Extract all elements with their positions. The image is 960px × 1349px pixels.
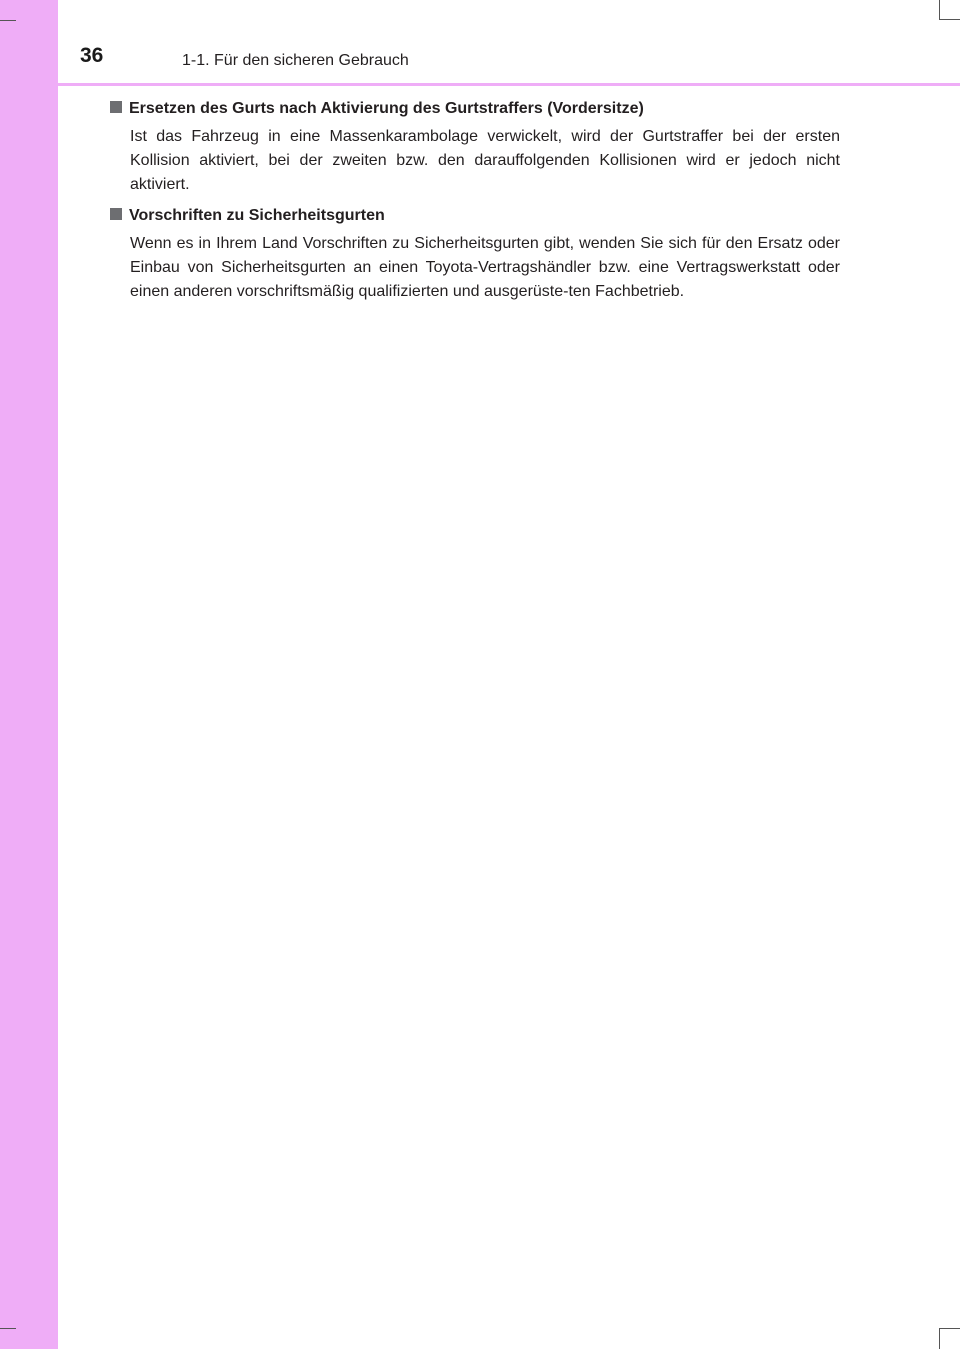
page-number: 36 <box>80 44 104 67</box>
section-heading <box>110 204 840 228</box>
square-bullet-icon <box>110 101 122 113</box>
square-bullet-icon <box>110 208 122 220</box>
section-heading <box>110 97 840 121</box>
header-rule <box>58 83 960 86</box>
crop-mark <box>939 1328 960 1329</box>
crop-mark <box>939 0 940 20</box>
side-color-band <box>0 0 58 1349</box>
section-body: Ist das Fahrzeug in eine Massenkarambolage verwickelt, wird der Gurtstraffer bei der ersten Kollision aktiviert, bei der zweiten bzw. den darauffolgenden Kollisionen wird er jedoch nicht aktiviert. <box>130 128 840 193</box>
crop-mark <box>939 19 960 20</box>
crop-mark <box>0 1328 16 1329</box>
section-heading-text: Ersetzen des Gurts nach Aktivierung des Gurtstraffers (Vordersitze) <box>129 100 644 117</box>
section-belt-replacement <box>110 97 840 197</box>
section-heading-text: Vorschriften zu Sicherheitsgurten <box>129 207 385 224</box>
section-belt-regulations <box>110 204 840 304</box>
section-body: Wenn es in Ihrem Land Vorschriften zu Sicherheitsgurten gibt, wenden Sie sich für den Ersatz oder Einbau von Sicherheitsgurten an einen Toyota-Vertragshändler bzw. eine Vertragswerkstatt oder einen anderen vorschriftsmäßig qualifizierten und ausgerüste-ten Fachbetrieb. <box>130 235 840 300</box>
crop-mark <box>0 20 16 21</box>
crop-mark <box>939 1328 940 1349</box>
chapter-title: 1-1. Für den sicheren Gebrauch <box>182 52 409 69</box>
